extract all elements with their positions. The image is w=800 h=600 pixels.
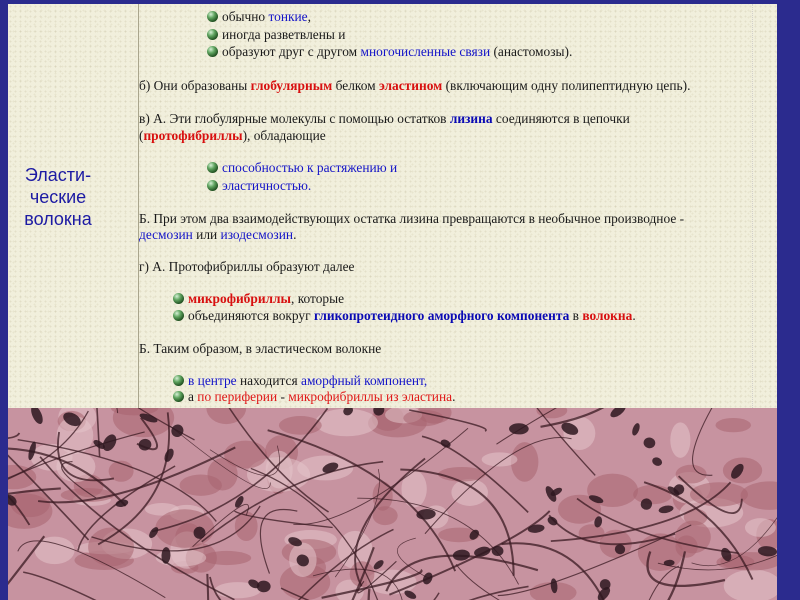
table-left-cell — [8, 4, 139, 408]
bullet-icon — [207, 29, 218, 40]
text-run: эластином — [378, 78, 443, 93]
text-run: аморфный компонент, — [301, 373, 428, 388]
paragraph — [139, 227, 296, 243]
paragraph — [139, 259, 354, 275]
list-item — [207, 44, 572, 60]
text-run: микрофибриллы — [188, 291, 292, 306]
text-run: . — [293, 227, 297, 242]
text-run: . — [452, 389, 456, 404]
paragraph — [139, 111, 630, 127]
list-item — [173, 373, 427, 389]
text-run: изодесмозин — [220, 227, 294, 242]
text-run: Б. Таким образом, в эластическом волокне — [139, 341, 382, 356]
text-run: б) Они образованы — [139, 78, 251, 93]
text-run: , — [307, 9, 311, 24]
bullet-icon — [207, 180, 218, 191]
bullet-icon — [173, 293, 184, 304]
list-item — [173, 389, 455, 405]
micrograph-drawing — [8, 408, 777, 600]
right-column-border — [752, 4, 777, 408]
text-line — [188, 373, 427, 388]
text-run: а — [188, 389, 198, 404]
text-run: в — [569, 308, 583, 323]
text-line — [222, 9, 311, 24]
text-run: микрофибриллы из эластина — [288, 389, 453, 404]
text-run: в центре — [188, 373, 237, 388]
elastic-fiber-micrograph-image — [8, 408, 777, 600]
paragraph — [139, 211, 684, 227]
text-run: десмозин — [139, 227, 193, 242]
text-run: ( — [139, 128, 144, 143]
text-run: белком — [332, 78, 379, 93]
bullet-icon — [207, 162, 218, 173]
list-item — [173, 291, 344, 307]
bullet-icon — [173, 391, 184, 402]
text-line — [222, 27, 345, 42]
text-run: эластичностью. — [222, 178, 312, 193]
text-run: лизина — [449, 111, 493, 126]
text-run: способностью к растяжению и — [222, 160, 398, 175]
text-line — [222, 160, 397, 175]
text-run: волокна — [582, 308, 633, 323]
paragraph — [139, 78, 690, 94]
text-line — [222, 44, 572, 59]
text-run: глобулярным — [250, 78, 333, 93]
list-item — [207, 9, 311, 25]
text-line — [188, 291, 344, 306]
text-run: в) А. Эти глобулярные молекулы с помощью остатков — [139, 111, 450, 126]
text-run: объединяются вокруг — [188, 308, 314, 323]
list-item — [173, 308, 636, 324]
table-right-cell — [139, 4, 777, 408]
text-run: (включающим одну полипептидную цепь). — [442, 78, 691, 93]
text-run: обычно — [222, 9, 269, 24]
paragraph — [139, 128, 326, 144]
list-item — [207, 160, 397, 176]
text-run: Б. При этом два взаимодействующих остатка лизина превращаются в необычное производное - — [139, 211, 685, 226]
text-run: протофибриллы — [143, 128, 243, 143]
bullet-icon — [173, 310, 184, 321]
bullet-icon — [207, 11, 218, 22]
list-item — [207, 27, 345, 43]
text-run: (анастомозы). — [490, 44, 573, 59]
text-run: или — [192, 227, 221, 242]
bullet-icon — [173, 375, 184, 386]
row-title: Эласти- ческие волокна — [24, 165, 92, 229]
text-run: иногда разветвлены и — [222, 27, 346, 42]
text-run: . — [632, 308, 636, 323]
text-run: многочисленные связи — [360, 44, 491, 59]
text-run: ), обладающие — [242, 128, 326, 143]
text-line — [188, 389, 455, 404]
text-line — [188, 308, 636, 323]
text-run: соединяются в цепочки — [492, 111, 630, 126]
bullet-icon — [207, 46, 218, 57]
text-run: находится — [236, 373, 302, 388]
text-run: гликопротеидного аморфного компонента — [313, 308, 570, 323]
text-run: , которые — [291, 291, 345, 306]
text-run: образуют друг с другом — [222, 44, 361, 59]
text-run: по периферии — [197, 389, 278, 404]
paragraph — [139, 341, 381, 357]
list-item — [207, 178, 311, 194]
text-run: тонкие — [268, 9, 308, 24]
text-run: - — [277, 389, 289, 404]
text-line — [222, 178, 311, 193]
text-run: г) А. Протофибриллы образуют далее — [139, 259, 355, 274]
